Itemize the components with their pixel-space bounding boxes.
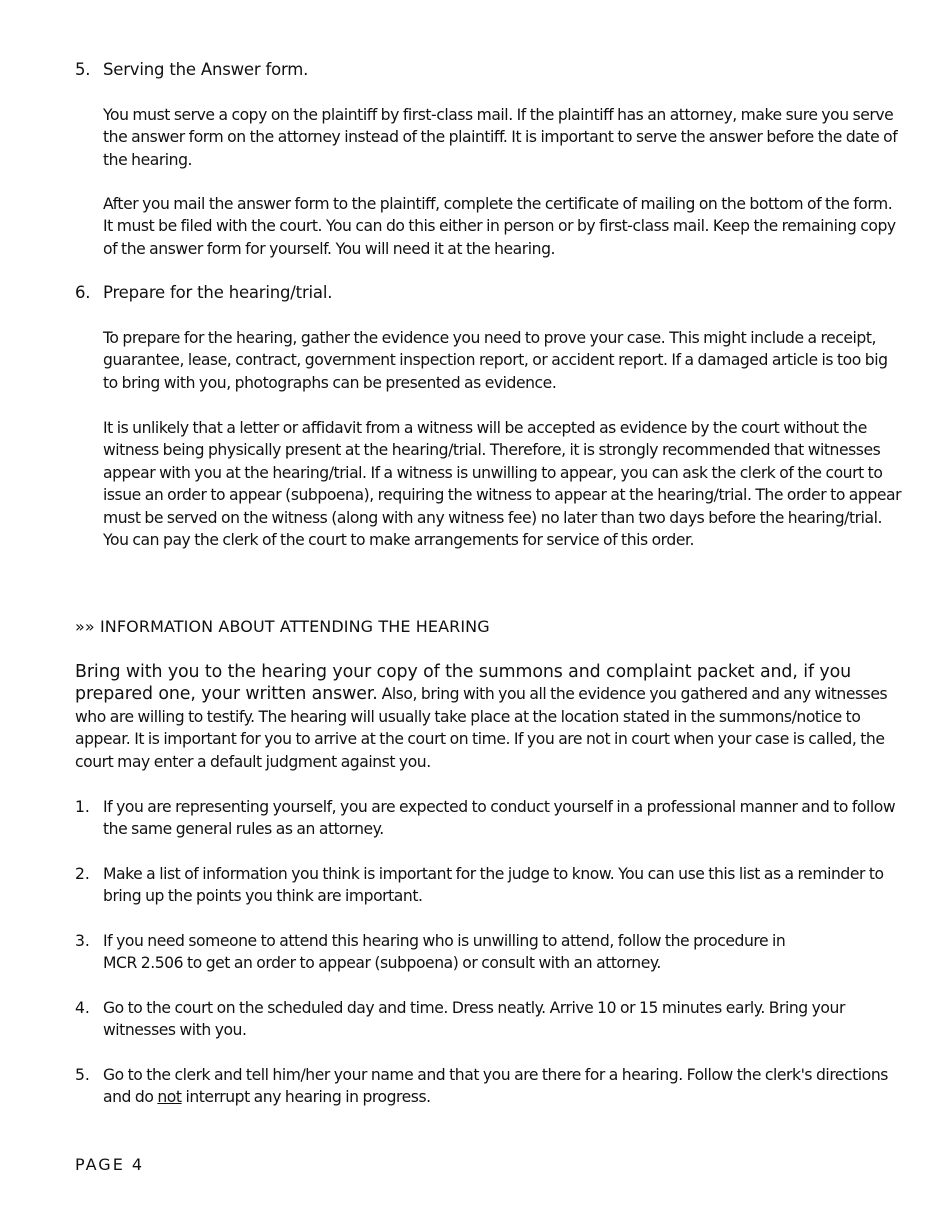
page-number: PAGE 4 bbox=[75, 1155, 145, 1174]
section-heading: »» INFORMATION ABOUT ATTENDING THE HEARING bbox=[75, 617, 490, 636]
list-text-line-1: If you need someone to attend this hearing who is unwilling to attend, follow the procedure in bbox=[103, 932, 786, 950]
list-number: 1. bbox=[75, 798, 90, 816]
step-5-paragraph-2: After you mail the answer form to the plaintiff, complete the certificate of mailing on the bottom of the form. It must be filed with the court. You can do this either in person or by first-class mail. Keep the remaining copy of the answer form for yourself. You will need it at the hearing. bbox=[103, 195, 896, 258]
step-number: 6. bbox=[75, 283, 91, 302]
list-text: If you are representing yourself, you are expected to conduct yourself in a professional manner and to follow the same general rules as an attorney. bbox=[103, 798, 896, 839]
step-6-paragraph-2: It is unlikely that a letter or affidavit from a witness will be accepted as evidence by the court without the witness being physically present at the hearing/trial. Therefore, it is strongly recommended that witnesses appear with you at the hearing/trial. If a witness is unwilling to appear, you can ask the clerk of the court to issue an order to appear (subpoena), requiring the witness to appear at the hearing/trial. The order to appear must be served on the witness (along with any witness fee) no later than two days before the hearing/trial. You can pay the clerk of the court to make arrangements for service of this order. bbox=[103, 419, 902, 550]
intro-rest: Also, bring with you all the evidence you gathered and any witnesses who are willing to testify. The hearing will usually take place at the location stated in the summons/notice to appear. It is important for you to arrive at the court on time. If you are not in court when your case is called, the court may enter a default judgment against you. bbox=[75, 685, 888, 771]
step-heading: Prepare for the hearing/trial. bbox=[103, 283, 333, 302]
list-number: 2. bbox=[75, 865, 90, 883]
list-number: 4. bbox=[75, 999, 90, 1017]
step-number: 5. bbox=[75, 60, 91, 79]
list-text-after: interrupt any hearing in progress. bbox=[181, 1088, 431, 1107]
list-text: Make a list of information you think is important for the judge to know. You can use this list as a reminder to bring up the points you think are important. bbox=[103, 865, 884, 906]
step-heading: Serving the Answer form. bbox=[103, 60, 309, 79]
underlined-emphasis: not bbox=[157, 1088, 182, 1107]
list-text-line-2: MCR 2.506 to get an order to appear (subpoena) or consult with an attorney. bbox=[103, 954, 661, 973]
list-text bbox=[103, 930, 903, 975]
list-number: 3. bbox=[75, 932, 90, 950]
list-text: Go to the court on the scheduled day and time. Dress neatly. Arrive 10 or 15 minutes early. Bring your witnesses with you. bbox=[103, 999, 845, 1040]
intro-lead: Bring with you to the hearing your copy of the summons and complaint packet and, if you prepared one, your written answer. bbox=[75, 662, 852, 705]
list-text-before: Go to the clerk and tell him/her your name and that you are there for a hearing. Follow the clerk's directions and do bbox=[103, 1066, 888, 1107]
list-number: 5. bbox=[75, 1066, 90, 1084]
list-text bbox=[103, 1064, 903, 1109]
step-6-paragraph-1: To prepare for the hearing, gather the evidence you need to prove your case. This might include a receipt, guarantee, lease, contract, government inspection report, or accident report. If a damaged article is too big to bring with you, photographs can be presented as evidence. bbox=[103, 329, 888, 392]
section-intro bbox=[75, 661, 905, 773]
step-5-paragraph-1: You must serve a copy on the plaintiff by first-class mail. If the plaintiff has an attorney, make sure you serve the answer form on the attorney instead of the plaintiff. It is important to serve the answer before the date of the hearing. bbox=[103, 106, 898, 169]
